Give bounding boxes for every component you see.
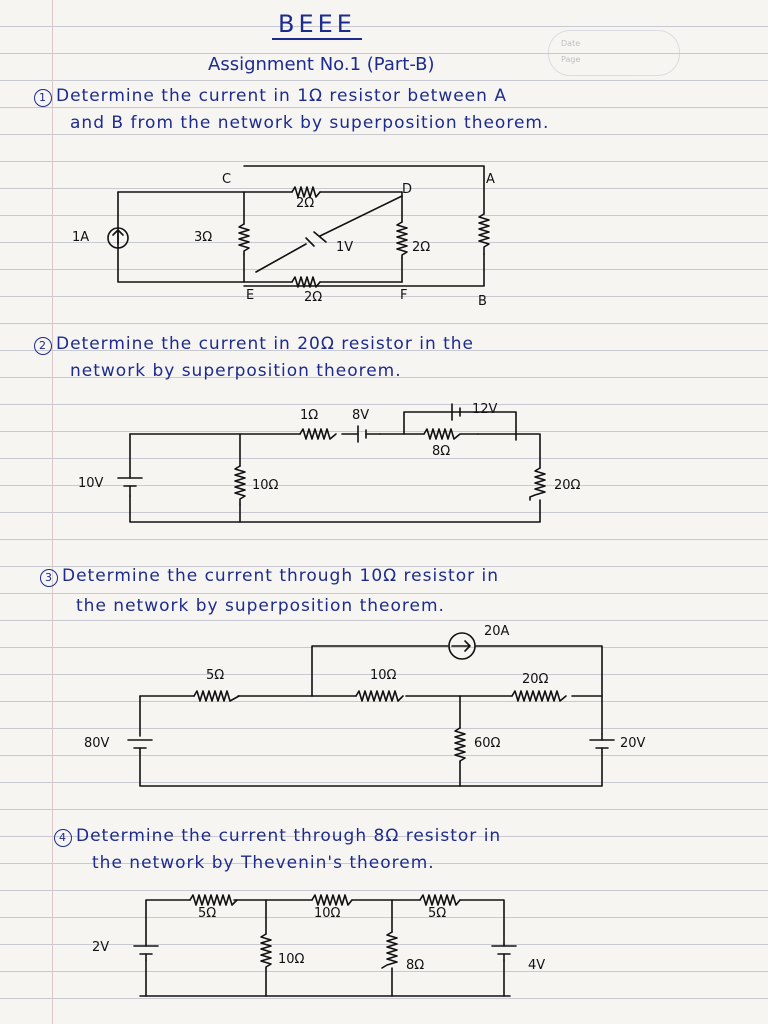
- resistor-2-ohm-middle-label: 2Ω: [412, 240, 431, 255]
- source-20a-label: 20A: [484, 624, 510, 639]
- question-4-line-1: 4 Determine the current through 8Ω resistor in: [54, 826, 501, 847]
- question-2-number: 2: [34, 337, 52, 355]
- question-3-number: 3: [40, 569, 58, 587]
- question-4-number: 4: [54, 829, 72, 847]
- resistor-60-ohm-label: 60Ω: [474, 736, 501, 751]
- resistor-5-ohm-label: 5Ω: [206, 668, 225, 683]
- resistor-1-ohm: [300, 429, 336, 439]
- circuit-2: [118, 404, 545, 522]
- resistor-60-ohm: [455, 728, 465, 762]
- resistor-5-ohm-right-label: 5Ω: [428, 906, 447, 921]
- node-c-label: C: [222, 172, 232, 187]
- resistor-2-ohm-middle: [397, 222, 407, 258]
- resistor-5-ohm-right: [420, 895, 460, 905]
- resistor-5-ohm-left-label: 5Ω: [198, 906, 217, 921]
- resistor-10-ohm-label: 10Ω: [252, 478, 279, 493]
- battery-4v-label: 4V: [528, 958, 546, 973]
- resistor-10-ohm-top: [312, 895, 352, 905]
- question-3-line-2: the network by superposition theorem.: [76, 596, 445, 616]
- resistor-3-ohm: [239, 224, 249, 254]
- resistor-10-ohm-top-label: 10Ω: [314, 906, 341, 921]
- resistor-1-ohm: [479, 214, 489, 254]
- battery-20v-label: 20V: [620, 736, 646, 751]
- battery-80v: [128, 740, 152, 748]
- resistor-10-ohm-vertical: [261, 934, 271, 968]
- battery-8v-label: 8V: [352, 408, 370, 423]
- question-2-line-1: 2 Determine the current in 20Ω resistor in the: [34, 334, 474, 355]
- resistor-8-ohm-label: 8Ω: [432, 444, 451, 459]
- resistor-2-ohm-top-label: 2Ω: [296, 196, 315, 211]
- resistor-5-ohm-left: [190, 895, 237, 905]
- battery-2v: [134, 946, 158, 954]
- resistor-8-ohm: [382, 932, 397, 968]
- resistor-2-ohm-bottom-label: 2Ω: [304, 290, 323, 305]
- resistor-20-ohm-label: 20Ω: [554, 478, 581, 493]
- question-4-line-2: the network by Thevenin's theorem.: [92, 853, 435, 873]
- stamp-page-label: Page: [561, 55, 581, 64]
- page-title: BEEE: [272, 10, 362, 40]
- resistor-10-ohm-vertical-label: 10Ω: [278, 952, 305, 967]
- question-1-number: 1: [34, 89, 52, 107]
- circuit-3: [128, 633, 614, 786]
- resistor-3-ohm-label: 3Ω: [194, 230, 213, 245]
- question-2-line-2: network by superposition theorem.: [70, 361, 402, 381]
- resistor-20-ohm-label: 20Ω: [522, 672, 549, 687]
- circuit-1: [108, 166, 489, 287]
- question-3-line-1: 3 Determine the current through 10Ω resistor in: [40, 566, 499, 587]
- battery-10v: [118, 478, 142, 486]
- resistor-10-ohm: [356, 691, 403, 701]
- battery-1v-label: 1V: [336, 240, 354, 255]
- battery-80v-label: 80V: [84, 736, 110, 751]
- page-subtitle: Assignment No.1 (Part-B): [208, 54, 435, 75]
- question-1-line-2: and B from the network by superposition theorem.: [70, 113, 550, 133]
- node-b-label: B: [478, 294, 487, 309]
- stamp-date-label: Date: [561, 39, 581, 48]
- resistor-5-ohm: [194, 691, 239, 701]
- battery-10v-label: 10V: [78, 476, 104, 491]
- battery-12v-label: 12V: [472, 402, 498, 417]
- source-1a-label: 1A: [72, 230, 90, 245]
- node-e-label: E: [246, 288, 255, 303]
- resistor-1-ohm-label: 1Ω: [300, 408, 319, 423]
- battery-20v: [590, 740, 614, 748]
- node-a-label: A: [486, 172, 495, 187]
- battery-4v: [492, 946, 516, 954]
- node-f-label: F: [400, 288, 408, 303]
- resistor-10-ohm-label: 10Ω: [370, 668, 397, 683]
- node-d-label: D: [402, 182, 413, 197]
- resistor-20-ohm: [530, 468, 545, 500]
- battery-2v-label: 2V: [92, 940, 110, 955]
- battery-8v: [358, 426, 366, 442]
- resistor-20-ohm: [512, 691, 566, 701]
- resistor-8-ohm-label: 8Ω: [406, 958, 425, 973]
- resistor-10-ohm: [235, 466, 245, 504]
- resistor-8-ohm: [424, 429, 478, 439]
- question-1-line-1: 1 Determine the current in 1Ω resistor between A: [34, 86, 507, 107]
